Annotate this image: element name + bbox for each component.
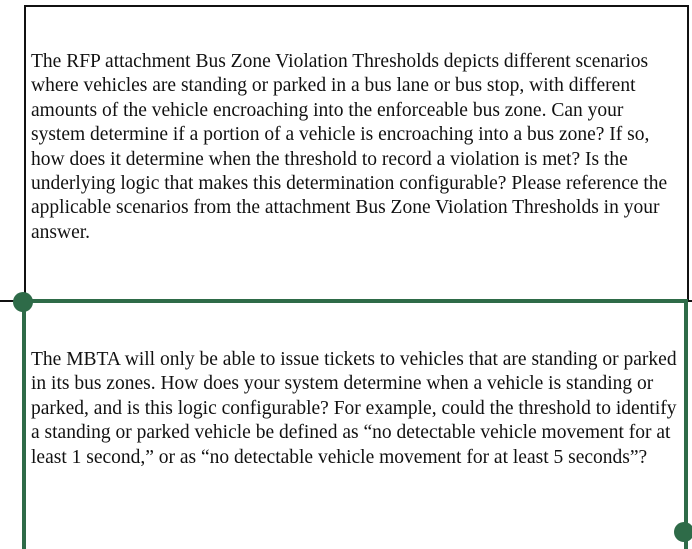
question-paragraph-bus-zone-thresholds[interactable]: The RFP attachment Bus Zone Violation Thresholds depicts different scenarios where vehicles are standing or parked in a bus lane or bus stop, with different amounts of the vehicle encroaching into the enforceable bus zone. Can your system determine if a portion of a vehicle is encroaching into a bus zone? If so, how does it determine when the threshold to record a violation is met? Is the underlying logic that makes this determination configurable? Please reference the applicable scenarios from the attachment Bus Zone Violation Thresholds in your answer. xyxy=(31,51,668,243)
selection-handle-top-left[interactable] xyxy=(13,292,33,312)
question-paragraph-standing-parked[interactable]: The MBTA will only be able to issue tickets to vehicles that are standing or parked in its bus zones. How does your system determine when a vehicle is standing or parked, and is this logic configurable? For example, could the threshold to identify a standing or parked vehicle be defined as “no detectable vehicle movement for at least 1 second,” or as “no detectable vehicle movement for at least 5 seconds”? xyxy=(31,349,677,468)
selection-handle-bottom-right[interactable] xyxy=(674,522,692,542)
